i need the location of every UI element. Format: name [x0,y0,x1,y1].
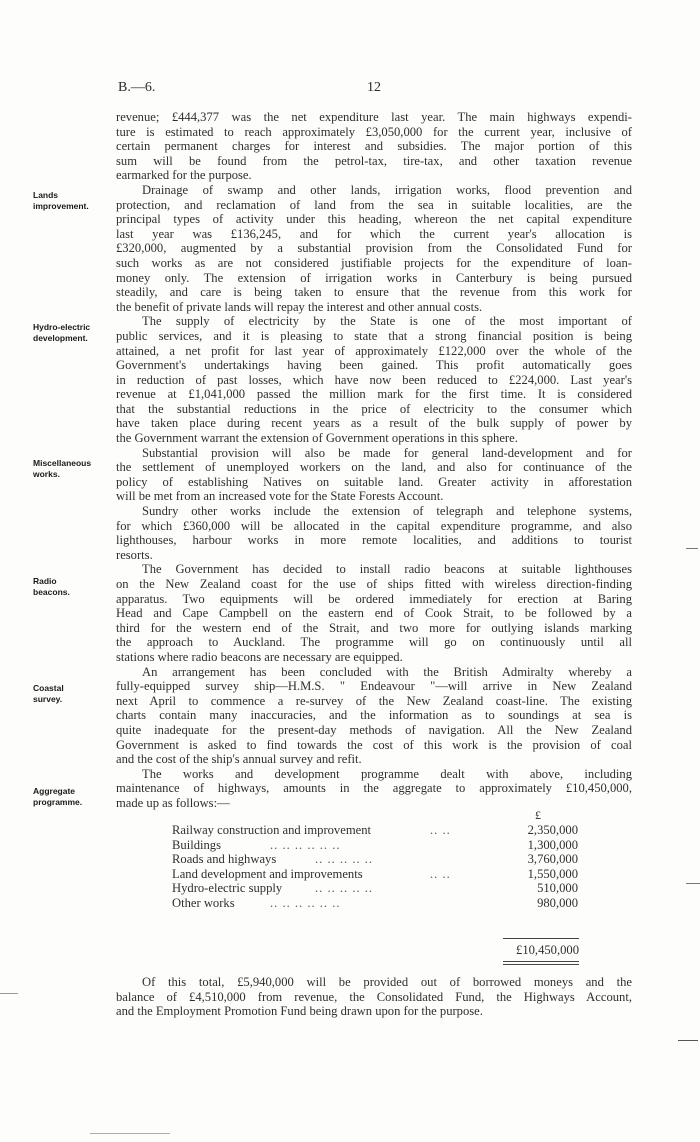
margin-note-radio: Radio beacons. [33,576,70,597]
scan-mark [686,883,700,884]
table-row: Other works .. .. .. .. .. .. 980,000 [172,895,578,910]
currency-symbol: £ [535,808,541,822]
paragraph-miscellaneous: Substantial provision will also be made for general land-development and for the settlement of unemployed workers on the land, and also for continuance of the policy of establishing Natives on suitable land. Greater activity in afforestation will be met from an increased vote for the State Forests Account. [116,445,632,504]
scan-mark [686,548,698,549]
table-row: Railway construction and improvement .. .. 2,350,000 [172,823,578,837]
table-row: Buildings .. .. .. .. .. .. 1,300,000 [172,837,578,852]
total-rule-bottom [503,961,579,962]
scan-mark [0,993,18,994]
total-rule-double [503,964,579,965]
paragraph-highways: revenue; £444,377 was the net expenditure last year. The main highways expendi- ture is estimated to reach approximately £3,050,000 for the current year, inclusive of certain permanent charges for interest and subsidies. The major portion of this sum will be found from the petrol-tax, tire-tax, and other taxation revenue earmarked for the purpose. [116,110,632,183]
scan-mark [90,1133,170,1134]
scan-mark [678,1040,698,1041]
margin-note-miscellaneous: Miscellaneous works. [33,458,92,479]
margin-note-coastal: Coastal survey. [33,683,64,704]
total-rule-top [503,938,579,939]
paragraph-aggregate: The works and development programme dealt with above, including maintenance of highways, amounts in the aggregate to approximately £10,450,000, made up as follows:— [116,766,632,810]
margin-note-lands: Lands improvement. [33,190,89,211]
paragraph-financing: Of this total, £5,940,000 will be provided out of borrowed moneys and the balance of £4,510,000 from revenue, the Consolidated Fund, the Highways Account, and the Employment Promotion Fund being drawn upon for the purpose. [116,975,632,1019]
table-row: Hydro-electric supply .. .. .. .. .. 510,000 [172,881,578,896]
paragraph-sundry: Sundry other works include the extension of telegraph and telephone systems, for which £360,000 will be allocated in the capital expenditure programme, and also lighthouses, harbour works in more remote localities, and additions to tourist resorts. [116,504,632,562]
table-row: Roads and highways .. .. .. .. .. 3,760,000 [172,852,578,867]
document-reference: B.—6. [118,80,156,95]
margin-note-aggregate: Aggregate programme. [33,786,83,807]
page-number: 12 [367,80,381,95]
body-text [116,110,632,811]
table-total: £10,450,000 [516,943,579,957]
programme-table [172,823,582,911]
paragraph-coastal: An arrangement has been concluded with the British Admiralty whereby a fully-equipped survey ship—H.M.S. " Endeavour "—will arrive in New Zealand next April to commence a re-survey of the New Zealand coast-line. The existing charts contain many inaccuracies, and the information as to soundings at sea is quite inadequate for the present-day methods of navigation. All the New Zealand Government is asked to find towards the cost of this work is the provision of coal and the cost of the ship's annual survey and refit. [116,664,632,767]
table-row: Land development and improvements .. .. 1,550,000 [172,866,578,881]
paragraph-hydro: The supply of electricity by the State is one of the most important of public services, and it is pleasing to state that a strong financial position is being attained, a net profit for last year of approximately £122,000 over the whole of the Government's undertakings having been gained. This profit automatically goes in reduction of past losses, which have now been reduced to £224,000. Last year's revenue at £1,041,000 passed the million mark for the first time. It is considered that the substantial reductions in the price of electricity to the consumer which have taken place during recent years as a result of the bulk supply of power by the Government warrant the extension of Government operations in this sphere. [116,314,632,446]
margin-note-hydro: Hydro-electric development. [33,322,91,343]
paragraph-lands: Drainage of swamp and other lands, irrigation works, flood prevention and protection, and reclamation of land from the sea in suitable localities, are the principal types of activity under this heading, whereon the net capital expenditure last year was £136,245, and for which the current year's allocation is £320,000, augmented by a substantial provision from the Consolidated Fund for such works as are not considered justifiable projects for the expenditure of loan- money only. The extension of irrigation works in Canterbury is being pursued steadily, and care is being taken to ensure that the revenue from this work for the benefit of private lands will repay the interest and other annual costs. [116,182,632,314]
paragraph-radio: The Government has decided to install radio beacons at suitable lighthouses on the New Zealand coast for the use of ships fitted with wireless direction-finding apparatus. Two equipments will be ordered immediately for erection at Baring Head and Cape Campbell on the eastern end of Cook Strait, to be followed by a third for the western end of the Strait, and two more for outlying islands marking the approach to Auckland. The programme will go on continuously until all stations where radio beacons are necessary are equipped. [116,562,632,664]
